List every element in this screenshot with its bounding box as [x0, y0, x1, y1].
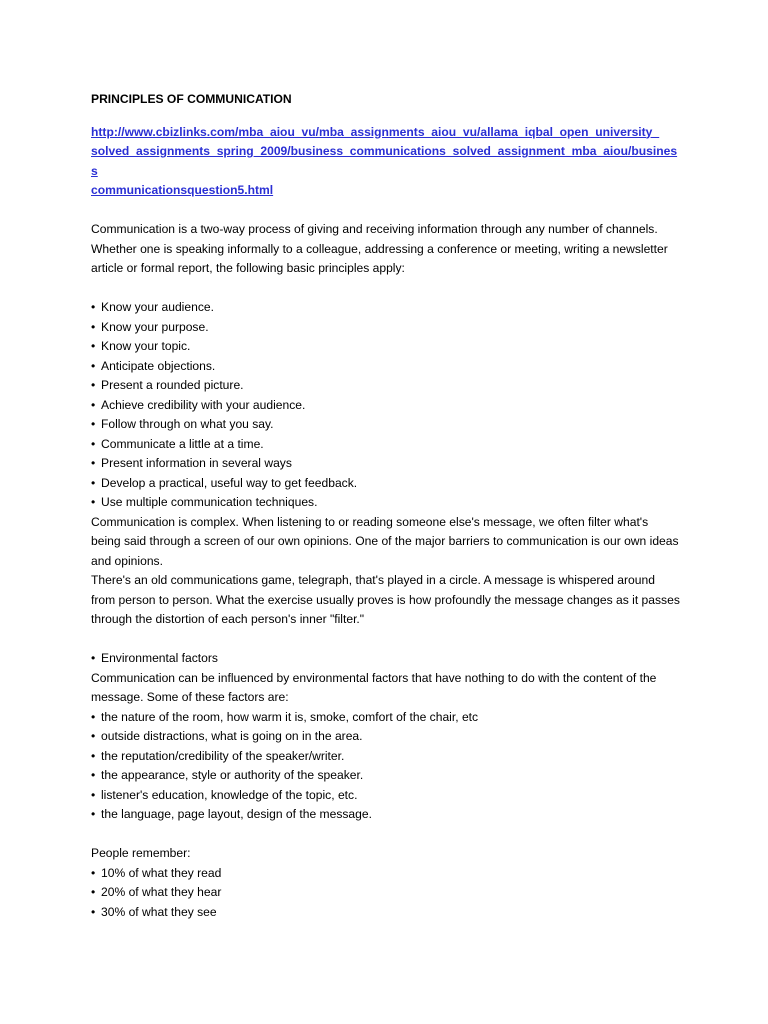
bullet-icon: •: [91, 475, 96, 490]
list-item: • Anticipate objections.: [91, 357, 681, 377]
list-item: • Know your purpose.: [91, 318, 681, 338]
list-item: • the reputation/credibility of the speaker/writer.: [91, 747, 681, 767]
list-item: • Develop a practical, useful way to get feedback.: [91, 474, 681, 494]
bullet-icon: •: [91, 495, 96, 509]
list-item: • 20% of what they hear: [91, 883, 681, 903]
list-item: • 10% of what they read: [91, 864, 681, 884]
source-link[interactable]: [91, 123, 681, 201]
spacer: [91, 825, 681, 845]
list-item: • Follow through on what you say.: [91, 415, 681, 435]
bullet-icon: •: [91, 378, 96, 392]
env-paragraph: Communication can be influenced by environmental factors that have nothing to do with the content of the message. Some of these factors are:: [91, 670, 657, 704]
bullet-icon: •: [91, 904, 96, 919]
list-item: • Communicate a little at a time.: [91, 435, 681, 455]
list-item: • listener's education, knowledge of the topic, etc.: [91, 786, 681, 806]
bullet-icon: •: [91, 709, 96, 724]
bullet-icon: •: [91, 358, 96, 373]
list-item: • the appearance, style or authority of the speaker.: [91, 766, 681, 786]
spacer: [91, 630, 681, 650]
bullet-icon: •: [91, 787, 96, 802]
telegraph-paragraph: There's an old communications game, telegraph, that's played in a circle. A message is whispered around from person to person. What the exercise usually proves is how profoundly the message changes as it passes through the distortion of each person's inner "filter.": [91, 573, 680, 626]
document-title: PRINCIPLES OF COMMUNICATION: [91, 92, 292, 106]
list-item: • outside distractions, what is going on in the area.: [91, 727, 681, 747]
bullet-icon: •: [91, 300, 96, 314]
list-item: • Know your audience.: [91, 298, 681, 318]
remember-list: [91, 864, 681, 923]
bullet-icon: •: [91, 436, 96, 451]
bullet-icon: •: [91, 885, 96, 899]
bullet-icon: •: [91, 768, 96, 782]
document-page: [91, 90, 681, 922]
bullet-icon: •: [91, 651, 96, 665]
complex-paragraph: Communication is complex. When listening to or reading someone else's message, we often filter what's being said through a screen of our own opinions. One of the major barriers to communication is our own ideas and opinions.: [91, 514, 679, 568]
bullet-icon: •: [91, 397, 96, 412]
list-item: • the nature of the room, how warm it is, smoke, comfort of the chair, etc: [91, 708, 681, 728]
bullet-icon: •: [91, 807, 96, 821]
list-item: • Achieve credibility with your audience.: [91, 396, 681, 416]
list-item: • Present a rounded picture.: [91, 376, 681, 396]
source-link-line-3: communicationsquestion5.html: [91, 183, 274, 197]
bullet-icon: •: [91, 319, 96, 334]
list-item: • Present information in several ways: [91, 454, 681, 474]
list-item: • Know your topic.: [91, 337, 681, 357]
env-factors-list: [91, 708, 681, 825]
spacer: [91, 279, 681, 299]
bullet-icon: •: [91, 865, 96, 880]
principles-list: [91, 298, 681, 513]
list-item: • the language, page layout, design of the message.: [91, 805, 681, 825]
env-heading: • Environmental factors: [91, 649, 681, 669]
list-item: • 30% of what they see: [91, 903, 681, 923]
bullet-icon: •: [91, 339, 96, 353]
bullet-icon: •: [91, 417, 96, 431]
remember-heading: People remember:: [91, 846, 191, 860]
spacer: [91, 201, 681, 221]
list-item: • Use multiple communication techniques.: [91, 493, 681, 513]
bullet-icon: •: [91, 748, 96, 763]
bullet-icon: •: [91, 456, 96, 470]
intro-paragraph: Communication is a two-way process of giving and receiving information through any number of channels. Whether one is speaking informally to a colleague, addressing a conference or meeting, writing a newsletter article or formal report, the following basic principles apply:: [91, 222, 668, 275]
bullet-icon: •: [91, 729, 96, 743]
source-link-line-2: solved_assignments_spring_2009/business_communications_solved_assignment_mba_aiou/business: [91, 144, 678, 178]
source-link-line-1: http://www.cbizlinks.com/mba_aiou_vu/mba_assignments_aiou_vu/allama_iqbal_open_university_: [91, 124, 660, 139]
